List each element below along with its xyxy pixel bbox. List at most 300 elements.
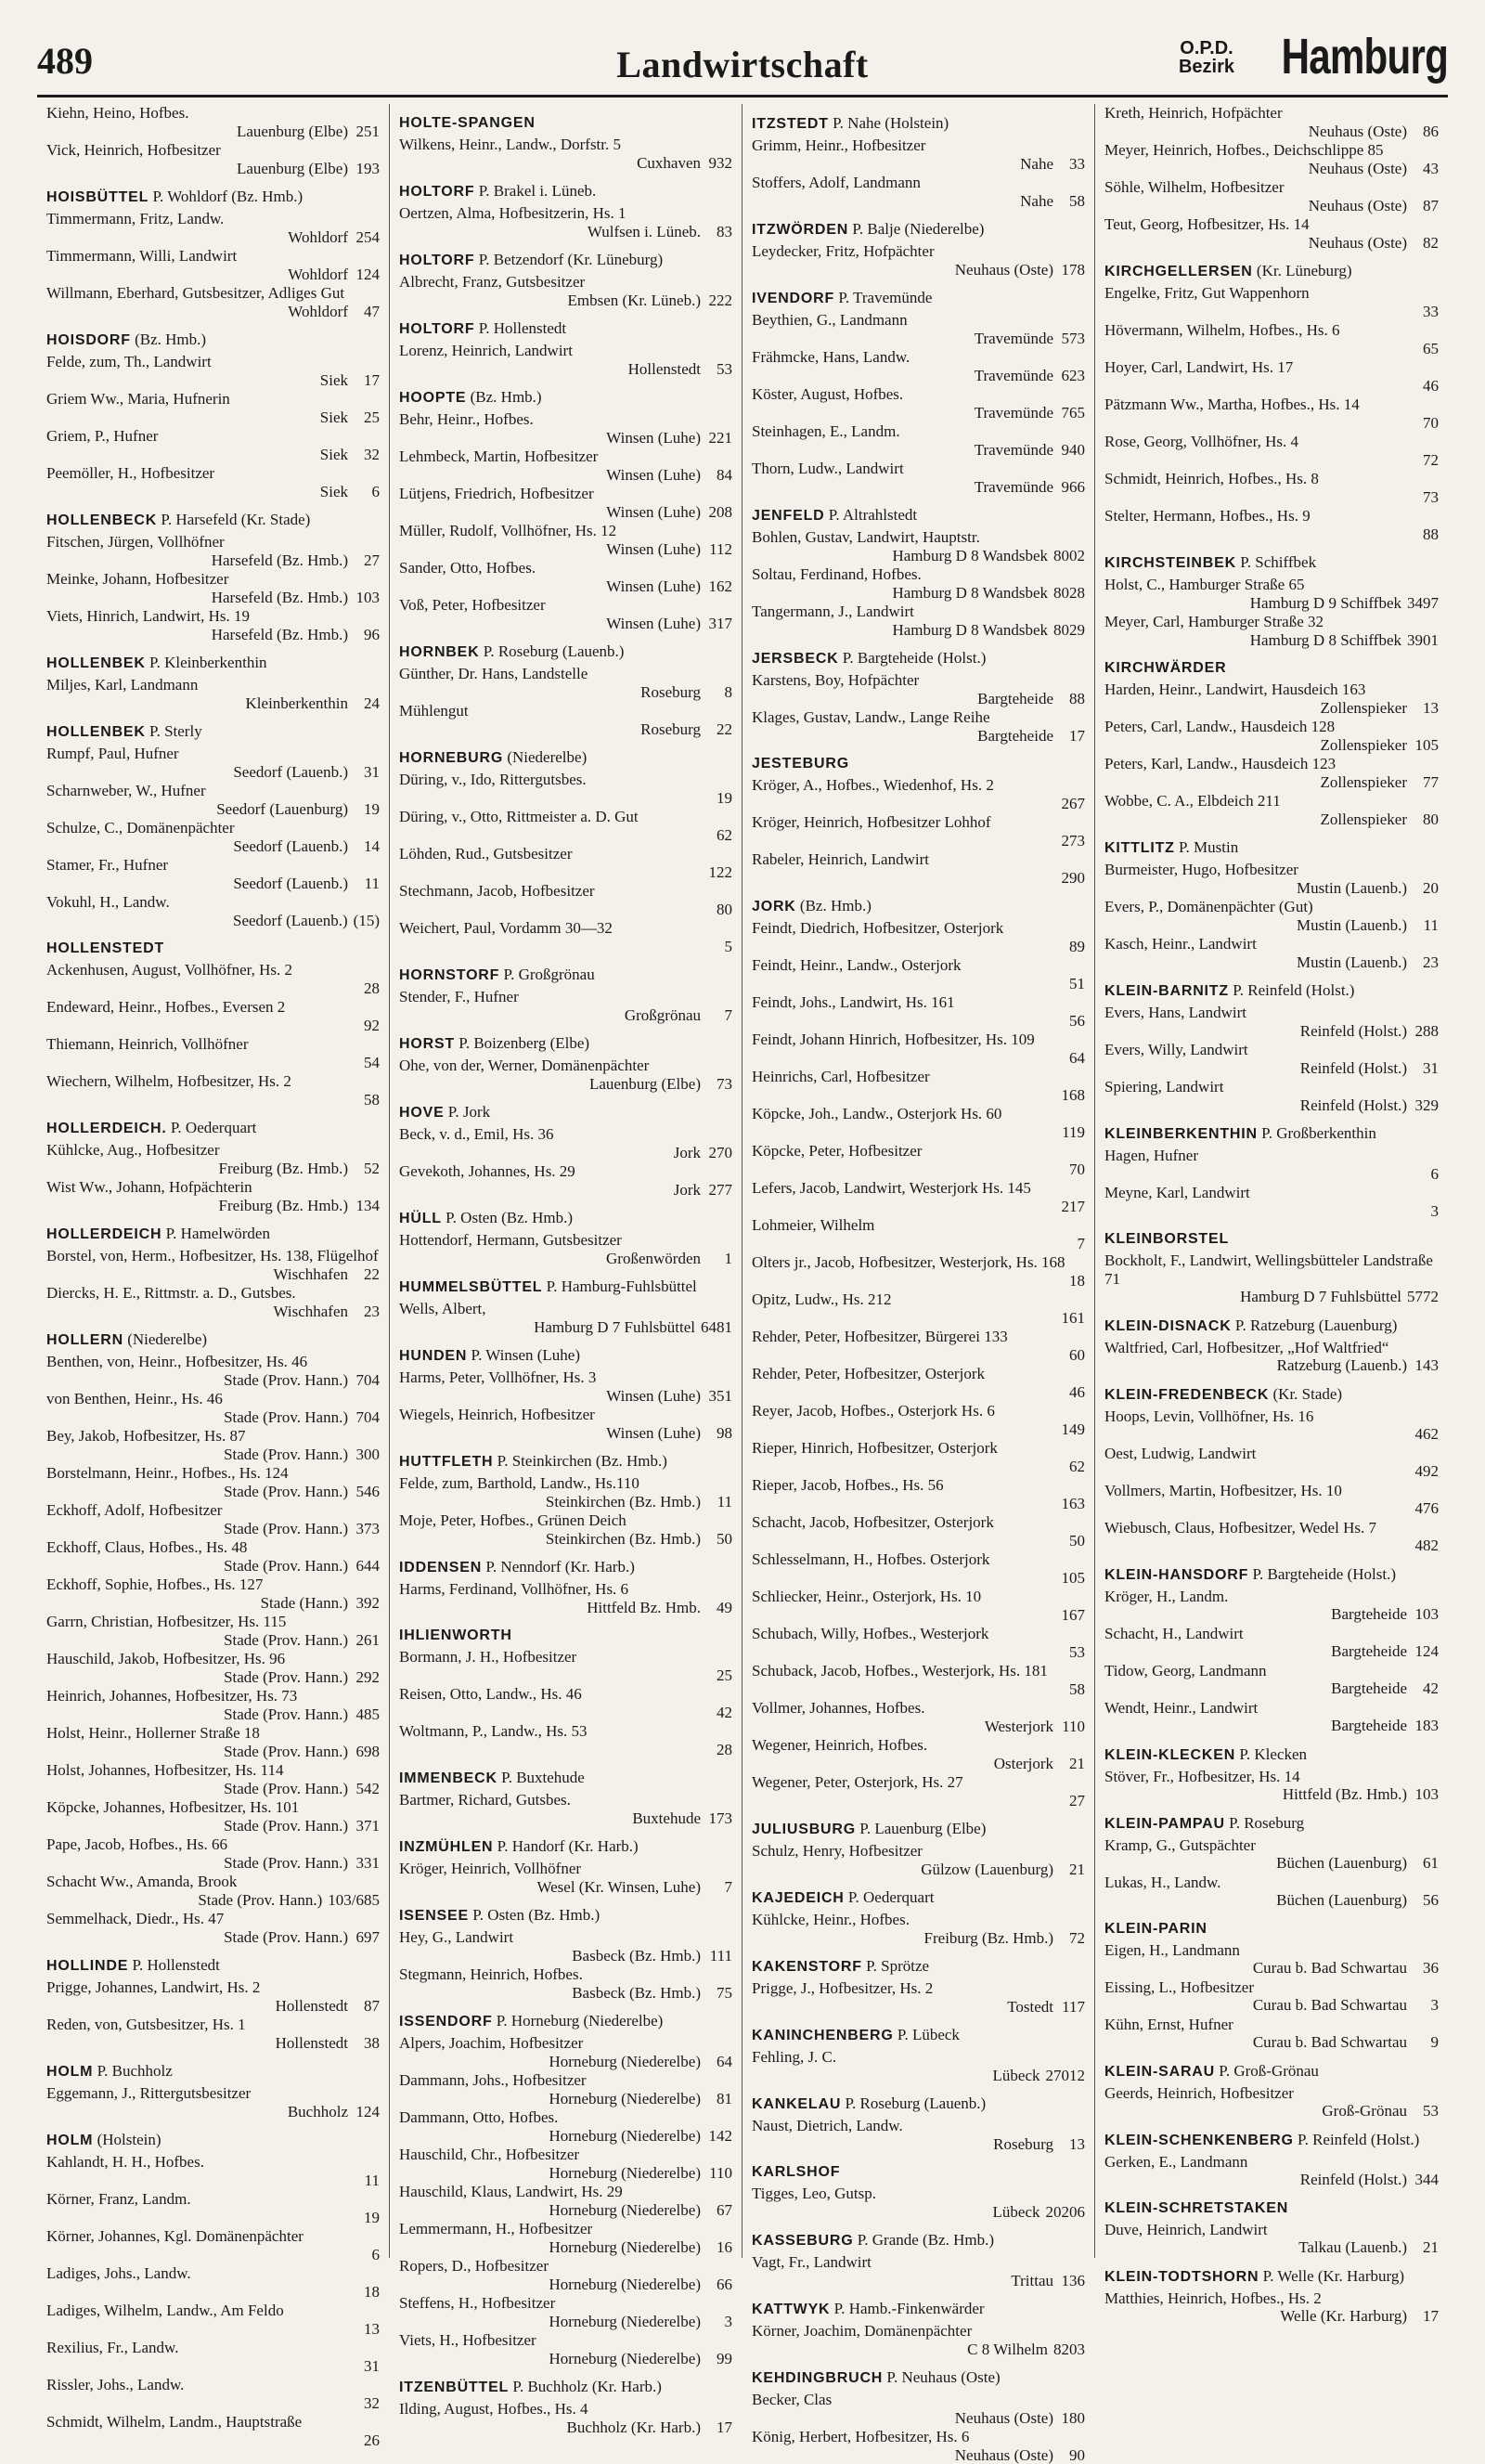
place-name: KLEINBORSTEL [1104, 1231, 1229, 1247]
entry-name: Weichert, Paul, Vordamm 30—32 [399, 919, 732, 938]
place-postal: P. Wohldorf (Bz. Hmb.) [148, 188, 303, 205]
entry-exchange: Wohldorf [288, 303, 348, 321]
directory-entry [46, 353, 380, 389]
entry-name: Vagt, Fr., Landwirt [752, 2253, 1085, 2272]
entry-exchange: Osterjork [994, 1755, 1053, 1773]
entry-name: Opitz, Ludw., Hs. 212 [752, 1290, 1085, 1309]
entry-exchange: Stade (Prov. Hann.) [224, 1631, 348, 1650]
entry-number: 542 [354, 1780, 380, 1798]
entry-name: Rieper, Jacob, Hofbes., Hs. 56 [752, 1476, 1085, 1495]
entry-number: 485 [354, 1705, 380, 1724]
directory-entry [752, 2185, 1085, 2221]
entry-number: 277 [706, 1181, 732, 1200]
column-2 [390, 104, 742, 2258]
directory-columns [37, 104, 1448, 2258]
entry-number: 82 [1413, 234, 1439, 253]
entry-name: Schacht Ww., Amanda, Brook [46, 1873, 380, 1891]
entry-number: 51 [1059, 975, 1085, 993]
entry-number: 70 [1059, 1161, 1085, 1179]
place-name: HOVE [399, 1105, 445, 1121]
entry-name: Kreth, Heinrich, Hofpächter [1104, 104, 1439, 123]
entry-exchange: Lübeck [993, 2067, 1040, 2085]
directory-entry [752, 1216, 1085, 1252]
entry-number: 72 [1413, 451, 1439, 470]
entry-phone [752, 441, 1085, 460]
entry-name: Holst, Johannes, Hofbesitzer, Hs. 114 [46, 1761, 380, 1780]
entry-number: 7 [706, 1006, 732, 1025]
entry-exchange: Lübeck [993, 2203, 1040, 2222]
directory-entry [399, 882, 732, 918]
entry-phone [46, 2394, 380, 2413]
entry-exchange: Curau b. Bad Schwartau [1253, 1959, 1407, 1978]
entry-name: Felde, zum, Th., Landwirt [46, 353, 380, 371]
entry-exchange: Zollenspieker [1321, 736, 1407, 755]
directory-entry [399, 1722, 732, 1758]
place-postal: P. Hamburg-Fuhlsbüttel [542, 1277, 696, 1295]
directory-entry [752, 1365, 1085, 1401]
place-heading [46, 1955, 380, 1977]
entry-exchange: Büchen (Lauenburg) [1276, 1854, 1407, 1873]
entry-phone [46, 303, 380, 321]
entry-phone [399, 1984, 732, 2003]
entry-exchange: Stade (Prov. Hann.) [224, 1817, 348, 1835]
directory-entry [1104, 396, 1439, 432]
entry-number: (15) [354, 912, 380, 930]
entry-name: Sander, Otto, Hofbes. [399, 559, 732, 577]
entry-phone [752, 367, 1085, 385]
entry-name: Wells, Albert, [399, 1300, 732, 1318]
entry-number: 940 [1059, 441, 1085, 460]
entry-number: 17 [1413, 2307, 1439, 2326]
entry-exchange: Wischhafen [273, 1265, 348, 1284]
place-heading [46, 2130, 380, 2151]
entry-number: 83 [706, 223, 732, 241]
entry-exchange: Steinkirchen (Bz. Hmb.) [546, 1530, 701, 1549]
entry-phone [46, 1891, 380, 1910]
entry-name: Hey, G., Landwirt [399, 1928, 732, 1947]
entry-exchange: Harsefeld (Bz. Hmb.) [212, 589, 348, 607]
directory-entry [1104, 792, 1439, 828]
entry-phone [399, 2090, 732, 2108]
entry-exchange: Ratzeburg (Lauenb.) [1277, 1356, 1407, 1375]
place-name: JORK [752, 899, 796, 914]
directory-entry [46, 1178, 380, 1214]
place-heading [46, 1224, 380, 1245]
directory-entry [399, 919, 732, 955]
entry-phone [752, 727, 1085, 746]
directory-entry [1104, 1482, 1439, 1518]
entry-name: Hauschild, Jakob, Hofbesitzer, Hs. 96 [46, 1650, 380, 1668]
entry-exchange: Großenwörden [606, 1250, 701, 1268]
directory-entry [399, 2071, 732, 2107]
directory-entry [399, 2257, 732, 2293]
entry-phone [399, 1878, 732, 1897]
place-postal: P. Mustin [1175, 838, 1239, 856]
entry-phone [399, 938, 732, 956]
entry-phone [46, 1631, 380, 1650]
entry-number: 698 [354, 1743, 380, 1761]
entry-exchange: Trittau [1011, 2272, 1053, 2290]
entry-number: 58 [354, 1091, 380, 1109]
entry-phone [752, 261, 1085, 279]
place-postal: P. Hollenstedt [474, 319, 566, 337]
directory-entry [752, 1513, 1085, 1550]
directory-entry [1104, 1699, 1439, 1735]
place-name: KLEIN-KLECKEN [1104, 1747, 1235, 1763]
entry-phone [399, 1181, 732, 1200]
entry-phone [1104, 2171, 1439, 2189]
entry-name: Rexilius, Fr., Landw. [46, 2339, 380, 2357]
entry-number: 33 [1413, 303, 1439, 321]
entry-phone [46, 2432, 380, 2450]
directory-entry [46, 1687, 380, 1723]
entry-phone [1104, 1537, 1439, 1555]
entry-phone [752, 1272, 1085, 1290]
entry-number: 86 [1413, 123, 1439, 141]
directory-entry [46, 893, 380, 929]
entry-exchange: Jork [674, 1144, 701, 1162]
entry-name: König, Herbert, Hofbesitzer, Hs. 6 [752, 2428, 1085, 2446]
entry-phone [1104, 2102, 1439, 2120]
directory-entry [752, 708, 1085, 745]
entry-number: 1 [706, 1250, 732, 1268]
place-heading [1104, 1229, 1439, 1250]
directory-entry [1104, 1445, 1439, 1481]
entry-name: Wegener, Heinrich, Hofbes. [752, 1736, 1085, 1755]
region-name: Hamburg [1282, 28, 1448, 85]
directory-entry [752, 422, 1085, 459]
entry-name: Kröger, A., Hofbes., Wiedenhof, Hs. 2 [752, 776, 1085, 795]
place-postal: P. Ratzeburg (Lauenburg) [1232, 1316, 1398, 1334]
entry-name: Thorn, Ludw., Landwirt [752, 460, 1085, 478]
place-heading [1104, 552, 1439, 574]
entry-name: Bartmer, Richard, Gutsbes. [399, 1791, 732, 1809]
entry-name: Matthies, Heinrich, Hofbes., Hs. 2 [1104, 2289, 1439, 2308]
entry-exchange: Nahe [1020, 192, 1053, 211]
entry-phone [46, 800, 380, 819]
entry-name: Kröger, Heinrich, Hofbesitzer Lohhof [752, 813, 1085, 832]
place-postal: (Kr. Stade) [1269, 1385, 1342, 1403]
entry-exchange: Welle (Kr. Harburg) [1280, 2307, 1407, 2326]
place-postal: (Kr. Lüneburg) [1253, 262, 1352, 279]
entry-number: 13 [1059, 2135, 1085, 2154]
entry-number: 168 [1059, 1086, 1085, 1105]
entry-phone [752, 404, 1085, 422]
entry-name: Köpcke, Johannes, Hofbesitzer, Hs. 101 [46, 1798, 380, 1817]
place-name: KLEINBERKENTHIN [1104, 1126, 1258, 1142]
directory-entry [752, 1736, 1085, 1772]
entry-name: Eggemann, J., Rittergutsbesitzer [46, 2084, 380, 2103]
entry-number: 6481 [701, 1318, 732, 1337]
directory-entry [46, 2153, 380, 2189]
place-heading [46, 510, 380, 531]
entry-phone [752, 1495, 1085, 1513]
entry-number: 476 [1413, 1499, 1439, 1518]
entry-number: 89 [1059, 938, 1085, 956]
entry-name: Schulze, C., Domänenpächter [46, 819, 380, 837]
entry-exchange: Lauenburg (Elbe) [237, 160, 348, 178]
directory-entry [752, 565, 1085, 602]
entry-name: Griem Ww., Maria, Hufnerin [46, 390, 380, 409]
directory-entry [399, 1965, 732, 2002]
entry-name: Wobbe, C. A., Elbdeich 211 [1104, 792, 1439, 811]
entry-phone [46, 483, 380, 501]
entry-name: Eckhoff, Sophie, Hofbes., Hs. 127 [46, 1576, 380, 1594]
place-heading [1104, 1316, 1439, 1337]
entry-phone [752, 1086, 1085, 1105]
place-postal: P. Klecken [1235, 1745, 1307, 1763]
directory-entry [1104, 1519, 1439, 1555]
entry-number: 58 [1059, 192, 1085, 211]
entry-number: 149 [1059, 1420, 1085, 1439]
entry-number: 16 [706, 2238, 732, 2257]
entry-phone [399, 2419, 732, 2437]
entry-name: Engelke, Fritz, Gut Wappenhorn [1104, 284, 1439, 303]
entry-exchange: Travemünde [975, 330, 1053, 348]
entry-number: 344 [1413, 2171, 1439, 2189]
place-heading [752, 288, 1085, 309]
entry-phone [752, 2067, 1085, 2085]
directory-entry [1104, 178, 1439, 214]
place-heading [399, 1626, 732, 1646]
entry-phone [752, 2409, 1085, 2428]
odp-line-1: O.P.D. [1179, 39, 1234, 58]
entry-phone [1104, 525, 1439, 544]
place-name: KARLSHOF [752, 2164, 840, 2180]
entry-exchange: Cuxhaven [637, 154, 701, 173]
entry-number: 11 [354, 875, 380, 893]
entry-exchange: Curau b. Bad Schwartau [1253, 2033, 1407, 2052]
place-postal: P. Osten (Bz. Hmb.) [469, 1906, 600, 1924]
entry-phone [752, 1998, 1085, 2017]
entry-exchange: Mustin (Lauenb.) [1297, 916, 1407, 935]
entry-exchange: Stade (Prov. Hann.) [224, 1483, 348, 1501]
entry-phone [399, 683, 732, 702]
entry-number: 103/685 [328, 1891, 380, 1910]
directory-entry [399, 1648, 732, 1684]
page-title: Landwirtschaft [37, 43, 1448, 86]
entry-phone [399, 292, 732, 310]
place-name: INZMÜHLEN [399, 1839, 493, 1855]
directory-entry [1104, 681, 1439, 717]
place-postal: P. Großgrönau [499, 966, 594, 983]
place-name: KLEIN-PARIN [1104, 1921, 1207, 1937]
directory-entry [1104, 1339, 1439, 1375]
entry-number: 26 [354, 2432, 380, 2450]
place-postal: (Niederelbe) [503, 748, 587, 766]
directory-entry [1104, 898, 1439, 934]
place-postal: P. Hollenstedt [128, 1956, 220, 1974]
entry-phone [399, 2350, 732, 2368]
directory-entry [399, 1231, 732, 1267]
entry-exchange: Horneburg (Niederelbe) [549, 2127, 701, 2146]
place-heading [752, 2094, 1085, 2115]
place-postal: (Bz. Hmb.) [131, 331, 206, 348]
entry-name: Eigen, H., Landmann [1104, 1941, 1439, 1960]
entry-exchange: Winsen (Luhe) [606, 429, 701, 447]
entry-phone [752, 1861, 1085, 1879]
entry-name: Düring, v., Otto, Rittmeister a. D. Gut [399, 808, 732, 826]
entry-number: 22 [706, 720, 732, 739]
place-postal: P. Hamb.-Finkenwärder [830, 2300, 984, 2317]
entry-exchange: Stade (Prov. Hann.) [224, 1668, 348, 1687]
entry-phone [46, 1705, 380, 1724]
entry-phone [1104, 773, 1439, 792]
page-number: 489 [37, 39, 93, 83]
place-name: HOLLERDEICH. [46, 1121, 167, 1136]
place-postal: P. Oederquart [167, 1119, 257, 1136]
entry-phone [399, 1493, 732, 1511]
entry-phone [46, 2103, 380, 2121]
place-name: JULIUSBURG [752, 1822, 856, 1837]
place-heading [1104, 1123, 1439, 1145]
entry-phone [399, 615, 732, 633]
entry-exchange: Hittfeld Bz. Hmb. [587, 1599, 701, 1617]
entry-name: Willmann, Eberhard, Gutsbesitzer, Adliges Gut [46, 284, 380, 303]
place-heading [1104, 837, 1439, 859]
entry-number: 53 [706, 360, 732, 379]
entry-number: 371 [354, 1817, 380, 1835]
directory-entry [1104, 1625, 1439, 1661]
entry-name: Hagen, Hufner [1104, 1147, 1439, 1165]
place-name: HORNSTORF [399, 967, 499, 983]
entry-name: Eissing, L., Hofbesitzer [1104, 1978, 1439, 1997]
place-name: KANINCHENBERG [752, 2028, 894, 2043]
place-name: KITTLITZ [1104, 840, 1175, 856]
place-postal: P. Oederquart [845, 1888, 935, 1906]
directory-entry [752, 1105, 1085, 1141]
entry-number: 62 [706, 826, 732, 845]
directory-entry [46, 1464, 380, 1500]
entry-exchange: Tostedt [1007, 1998, 1053, 2017]
entry-name: Lukas, H., Landw. [1104, 1874, 1439, 1892]
entry-name: Steinhagen, E., Landm. [752, 422, 1085, 441]
directory-entry [1104, 613, 1439, 649]
entry-phone [399, 720, 732, 739]
entry-exchange: Travemünde [975, 441, 1053, 460]
entry-phone [46, 2357, 380, 2376]
entry-name: Steffens, H., Hofbesitzer [399, 2294, 732, 2313]
place-heading [399, 250, 732, 271]
entry-phone [1104, 197, 1439, 215]
entry-phone [752, 621, 1085, 640]
entry-phone [752, 1680, 1085, 1699]
entry-name: Stamer, Fr., Hufner [46, 856, 380, 875]
directory-entry [399, 1928, 732, 1965]
entry-name: Pätzmann Ww., Martha, Hofbes., Hs. 14 [1104, 396, 1439, 414]
entry-number: 482 [1413, 1537, 1439, 1555]
entry-number: 704 [354, 1408, 380, 1427]
directory-entry [399, 665, 732, 701]
entry-number: 6 [354, 483, 380, 501]
entry-number: 50 [1059, 1532, 1085, 1550]
place-name: KLEIN-TODTSHORN [1104, 2269, 1259, 2285]
place-name: HOLLERN [46, 1332, 123, 1348]
place-postal: (Bz. Hmb.) [796, 897, 872, 914]
directory-entry [46, 2016, 380, 2052]
place-postal: P. Harsefeld (Kr. Stade) [157, 511, 310, 528]
entry-name: Schulz, Henry, Hofbesitzer [752, 1842, 1085, 1861]
directory-entry [752, 2117, 1085, 2153]
entry-number: 19 [354, 800, 380, 819]
entry-exchange: Embsen (Kr. Lüneb.) [567, 292, 701, 310]
entry-number: 3497 [1407, 594, 1439, 613]
entry-number: 9 [1413, 2033, 1439, 2052]
place-heading [399, 1557, 732, 1578]
entry-name: Alpers, Joachim, Hofbesitzer [399, 2034, 732, 2053]
entry-number: 254 [354, 228, 380, 247]
entry-number: 75 [706, 1984, 732, 2003]
entry-name: Eckhoff, Claus, Hofbes., Hs. 48 [46, 1538, 380, 1557]
entry-name: Rehder, Peter, Hofbesitzer, Bürgerei 133 [752, 1328, 1085, 1346]
entry-name: Tigges, Leo, Gutsp. [752, 2185, 1085, 2203]
column-1 [37, 104, 390, 2258]
entry-number: 72 [1059, 1929, 1085, 1948]
entry-phone [752, 1792, 1085, 1810]
entry-exchange: Horneburg (Niederelbe) [549, 2238, 701, 2257]
entry-phone [752, 584, 1085, 603]
entry-name: Oest, Ludwig, Landwirt [1104, 1445, 1439, 1463]
entry-name: Peters, Carl, Landw., Hausdeich 128 [1104, 718, 1439, 736]
entry-name: Evers, P., Domänenpächter (Gut) [1104, 898, 1439, 916]
entry-exchange: Freiburg (Bz. Hmb.) [924, 1929, 1053, 1948]
entry-exchange: Stade (Prov. Hann.) [224, 1705, 348, 1724]
entry-number: 8028 [1053, 584, 1085, 603]
directory-entry [1104, 470, 1439, 506]
entry-exchange: Nahe [1020, 155, 1053, 174]
entry-name: Oertzen, Alma, Hofbesitzerin, Hs. 1 [399, 204, 732, 223]
directory-entry [399, 1860, 732, 1896]
entry-number: 644 [354, 1557, 380, 1576]
entry-exchange: Basbeck (Bz. Hmb.) [572, 1984, 701, 2003]
directory-entry [399, 342, 732, 378]
entry-phone [399, 901, 732, 919]
entry-exchange: Wohldorf [288, 228, 348, 247]
entry-exchange: Seedorf (Lauenb.) [233, 875, 348, 893]
entry-number: 58 [1059, 1680, 1085, 1699]
entry-number: 61 [1413, 1854, 1439, 1873]
entry-name: Felde, zum, Barthold, Landw., Hs.110 [399, 1474, 732, 1493]
entry-exchange: Travemünde [975, 478, 1053, 497]
entry-number: 7 [706, 1878, 732, 1897]
directory-entry [752, 956, 1085, 992]
directory-entry [399, 1368, 732, 1405]
place-heading [752, 2162, 1085, 2183]
place-heading [752, 1819, 1085, 1840]
entry-name: Ilding, August, Hofbes., Hs. 4 [399, 2400, 732, 2419]
entry-number: 17 [354, 371, 380, 390]
directory-entry [46, 2190, 380, 2226]
entry-exchange: Buchholz (Kr. Harb.) [567, 2419, 701, 2437]
entry-phone [399, 1666, 732, 1685]
entry-phone [1104, 736, 1439, 755]
directory-entry [399, 2108, 732, 2145]
entry-phone [46, 2209, 380, 2227]
entry-number: 87 [354, 1997, 380, 2016]
directory-entry [46, 210, 380, 246]
directory-entry [399, 1406, 732, 1442]
entry-phone [399, 1809, 732, 1828]
place-name: HOLTORF [399, 253, 474, 268]
place-heading [399, 1451, 732, 1472]
place-name: HOLM [46, 2064, 93, 2080]
directory-entry [46, 745, 380, 781]
entry-phone [399, 2201, 732, 2220]
entry-phone [46, 589, 380, 607]
entry-name: Beck, v. d., Emil, Hs. 36 [399, 1125, 732, 1144]
directory-entry [46, 1724, 380, 1760]
entry-phone [399, 2313, 732, 2331]
